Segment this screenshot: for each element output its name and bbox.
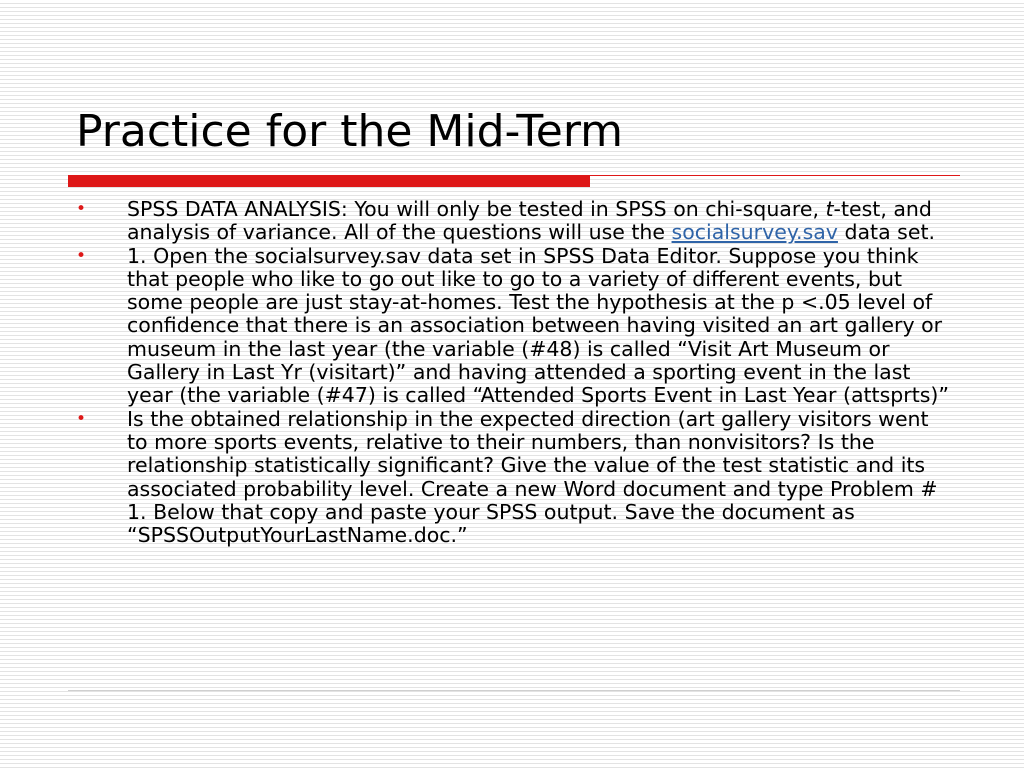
- footer-rule: [68, 690, 960, 691]
- bullet-marker: •: [76, 199, 87, 219]
- bullet-marker: •: [76, 245, 87, 266]
- socialsurvey-link[interactable]: socialsurvey.sav: [671, 220, 838, 245]
- bullet-3-text: Is the obtained relationship in the expected direction (art gallery visitors went to more sports events, relative to their numbers, than nonvisitors? Is the relationship statistically significant? Give the value of the test statistic and its associated probability level. Create a new Word document and type Problem # 1. Below that copy and paste your SPSS output. Save the document as “SPSSOutputYourLastName.doc.”: [127, 406, 938, 548]
- bullet-list: [74, 198, 954, 547]
- bullet-item-2: [74, 245, 954, 408]
- bullet-1-text-end: data set.: [837, 220, 936, 245]
- bullet-1-text-middle: -test, and analysis of variance. All of the questions will use the: [127, 197, 932, 245]
- bullet-1-text-start: SPSS DATA ANALYSIS: You will only be tested in SPSS on chi-square,: [127, 197, 826, 221]
- bullet-item-3: [74, 408, 954, 548]
- slide-title: Practice for the Mid-Term: [76, 106, 624, 157]
- bullet-marker: •: [76, 408, 87, 429]
- bullet-1-italic-t: t: [825, 197, 834, 221]
- title-underline-accent: [68, 176, 590, 187]
- bullet-2-text: 1. Open the socialsurvey.sav data set in SPSS Data Editor. Suppose you think that people who like to go out like to go to a variety of different events, but some people are just stay-at-homes. Test the hypothesis at the p <.05 level of confidence that there is an association between having visited an art gallery or museum in the last year (the variable (#48) is called “Visit Art Museum or Gallery in Last Yr (visitart)” and having attended a sporting event in the last year (the variable (#47) is called “Attended Sports Event in Last Year (attsprts)”: [127, 243, 950, 408]
- bullet-item-1: [74, 198, 954, 245]
